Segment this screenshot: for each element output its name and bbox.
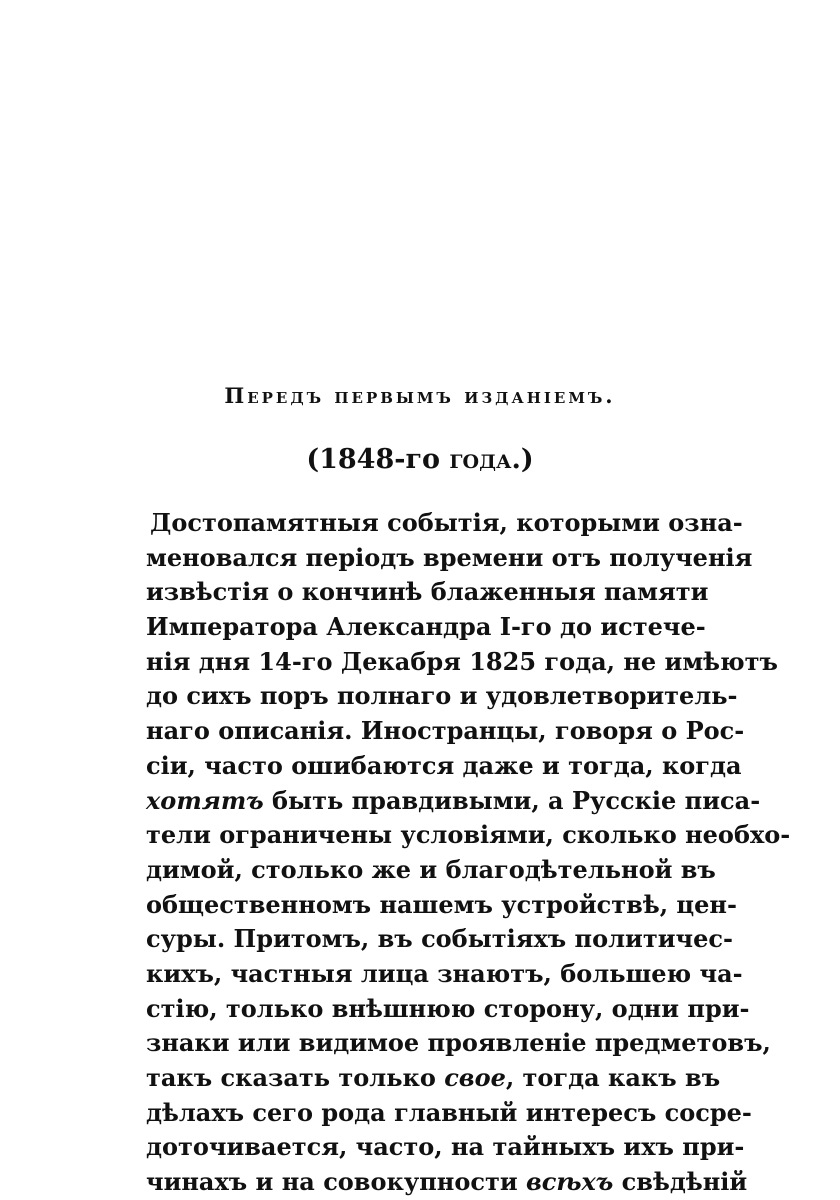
- italic-segment: свое: [444, 1063, 506, 1092]
- text-line: [146, 784, 761, 819]
- text-segment: дѣлахъ сего рода главный интересъ сосре-: [146, 1097, 752, 1127]
- text-segment: такъ сказать только: [146, 1063, 445, 1092]
- text-segment: тели ограничены условіями, сколько необхо-: [146, 820, 791, 850]
- text-line: [146, 1130, 745, 1165]
- text-segment: , тогда какъ въ: [505, 1063, 721, 1092]
- text-segment: димой, столько же и благодѣтельной въ: [146, 854, 716, 884]
- text-segment: доточивается, часто, на тайныхъ ихъ при-: [146, 1132, 745, 1162]
- text-line: [146, 645, 778, 680]
- text-segment: суры. Притомъ, въ событіяхъ политичес-: [146, 924, 733, 954]
- text-segment: быть правдивыми, а Русскіе писа-: [263, 785, 761, 815]
- body-paragraph: [146, 506, 791, 1200]
- text-line: [146, 610, 706, 645]
- text-line: [146, 575, 709, 610]
- text-segment: знаки или видимое проявленіе предметовъ,: [146, 1028, 771, 1058]
- text-line: [146, 1096, 752, 1131]
- text-line: [146, 749, 742, 784]
- text-segment: чинахъ и на совокупности: [146, 1167, 526, 1197]
- text-segment: извѣстія о кончинѣ блаженныя памяти: [146, 577, 709, 607]
- text-line: [146, 541, 753, 576]
- text-segment: Императора Александра I-го до истече-: [146, 612, 706, 642]
- edition-year-close: .): [511, 444, 534, 475]
- text-line: [146, 1026, 771, 1061]
- text-line: [146, 818, 791, 853]
- text-line: [146, 992, 750, 1027]
- text-line: [146, 506, 743, 541]
- text-segment: кихъ, частныя лица знаютъ, большею ча-: [146, 958, 743, 988]
- edition-year: [0, 444, 840, 475]
- text-line: [146, 679, 738, 714]
- text-segment: Достопамятныя событія, которыми озна-: [150, 508, 743, 537]
- text-line: [146, 957, 743, 992]
- text-segment: общественномъ нашемъ устройствѣ, цен-: [146, 889, 737, 919]
- text-line: [146, 1061, 721, 1096]
- text-line: [146, 888, 737, 923]
- text-segment: меновался періодъ времени отъ полученія: [146, 542, 753, 572]
- text-segment: до сихъ поръ полнаго и удовлетворитель-: [146, 681, 738, 711]
- italic-segment: хотятъ: [146, 785, 264, 815]
- edition-year-open: (1848-го: [306, 444, 450, 475]
- text-segment: наго описанія. Иностранцы, говоря о Рос-: [146, 716, 745, 746]
- text-line: [146, 1165, 748, 1200]
- text-segment: сіи, часто ошибаются даже и тогда, когда: [146, 750, 742, 780]
- text-segment: свѣдѣній: [613, 1167, 748, 1197]
- section-heading: Передъ первымъ изданіемъ.: [224, 383, 616, 408]
- italic-segment: всѣхъ: [525, 1167, 614, 1197]
- text-line: [146, 714, 745, 749]
- text-segment: стію, только внѣшнюю сторону, одни при-: [146, 993, 750, 1023]
- text-line: [146, 853, 716, 888]
- text-line: [146, 922, 733, 957]
- edition-year-word: года: [449, 444, 512, 475]
- text-segment: нія дня 14-го Декабря 1825 года, не имѣютъ: [146, 646, 778, 676]
